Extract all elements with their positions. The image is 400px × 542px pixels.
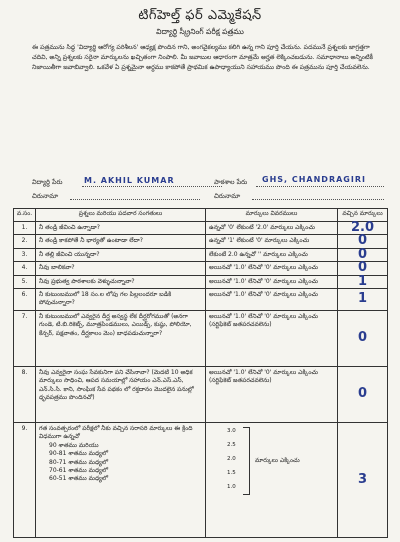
range-list: [39, 442, 202, 484]
header-marks-details: మార్కులు వివరములు: [206, 209, 338, 222]
table-row: [14, 235, 388, 248]
row-question: నీ తల్లి జీవించి యున్నదా?: [36, 248, 206, 261]
row-no: 4.: [14, 262, 36, 275]
row-score[interactable]: 0: [338, 311, 388, 367]
row-no: 1.: [14, 222, 36, 235]
row-score[interactable]: 0: [338, 235, 388, 248]
row-no: 6.: [14, 289, 36, 311]
range-item: 70-61 శాతము మధ్యలో: [49, 467, 109, 475]
row-score[interactable]: 0: [338, 248, 388, 261]
row-score[interactable]: 0: [338, 367, 388, 423]
address-label: చిరునామా: [32, 192, 59, 200]
row-marks-rule: ఉన్నచో '1' లేకుంటే '0' మార్కులు ఎక్కించు: [206, 235, 338, 248]
table-row: [14, 367, 388, 423]
row-score[interactable]: 1: [338, 289, 388, 311]
school-name-value[interactable]: GHS, CHANDRAGIRI: [262, 175, 366, 184]
row-marks-rule: ఉన్నచో '0' లేకుంటే '2.0' మార్కులు ఎక్కించు: [206, 222, 338, 235]
scale-value: 1.0: [227, 484, 236, 491]
row-no: 9.: [14, 423, 36, 538]
address-line[interactable]: [70, 199, 200, 200]
table-row: [14, 222, 388, 235]
student-name-value[interactable]: M. AKHIL KUMAR: [84, 176, 175, 185]
form-title: టిగ్‌హెల్త్ ఫర్ ఎమ్మెకేషన్: [138, 8, 262, 23]
row-no: 7.: [14, 311, 36, 367]
scale-value: 3.0: [227, 428, 236, 435]
row-question: నీవు ప్రభుత్వ పాఠశాలకు వెళ్ళుచున్నావా?: [36, 275, 206, 288]
student-name-line: [82, 186, 222, 187]
scale-value: 1.5: [227, 470, 236, 477]
row-no: 5.: [14, 275, 36, 288]
table-row: [14, 311, 388, 367]
row-question: నీ కుటుంబములో 18 సం.ల లోపు గల పిల్లలందరూ బడికి పోవుచున్నారా?: [36, 289, 206, 311]
table-header-row: [14, 209, 388, 222]
row-score[interactable]: 1: [338, 275, 388, 288]
row-question: నీ తండ్రి కాకపోతే నీ భార్యతో ఉంటాడా లేదా?: [36, 235, 206, 248]
row-no: 8.: [14, 367, 36, 423]
intro-paragraph: ఈ పత్రమును సిద్ధ 'విద్యార్థి ఆరోగ్య పరిశీలన' ఆధ్యక్ష పొందిన గాని, అంగవైకల్యము కలిగి ఉన్న గాని పూర్తి చేయను. పదమునే ప్రశ్నలకు జాగ్రత్తగా చదివి, అన్ని ప్రశ్నలకు సరైనా మార్కులను ఖచ్చితంగా నింపాలి. మీ జవాబుల ఆధారంగా మాత్రమే అర్హత లెక్కించబడును. సమాధానాలు అన్నింటికీ నిజాయితీగా జవాబివ్వాలి. ఒకవేళ ఏ ప్రశ్నమైనా అర్థము కాకపోతే ప్రాథమిక ఉపాధ్యాయుని సహాయము పొంది ఈ పత్రమును పూర్తి చేయవలెను.: [32, 44, 373, 72]
row-no: 3.: [14, 248, 36, 261]
header-question: ప్రశ్నలు మరియు పదవార సంగతులు: [36, 209, 206, 222]
screening-table: [13, 208, 388, 538]
table-row: [14, 262, 388, 275]
row-question: నీవు ఎవ్వరైనా సంఘ సేవకునిగా పని చేసినావా? (మెదటి 10 అధిక మార్కులు సాధించి, ఆపద సమయాల్లో సహాయం ఎన్.ఎస్.ఎస్, ఎన్.సి.సి. కాని, సాంఘిక సేవ పథకం లో రక్తదానం మొదలైన పనుల్లో ధృవపత్రము పొందినచో): [36, 367, 206, 423]
row-marks-rule: అయినచో '1.0' లేనిచో '0' మార్కులు ఎక్కించు (సర్టిఫికెట్ జతపరచవలెను): [206, 367, 338, 423]
row-question: నీ తండ్రి జీవించి ఉన్నాడా?: [36, 222, 206, 235]
range-item: 90-81 శాతము మధ్యలో: [49, 450, 109, 458]
range-item: 90 శాతము మరియు: [49, 441, 99, 449]
row-question: గత సంవత్సరంలో పరీక్షలో నీకు వచ్చిన సరాసరి మార్కులు ఈ క్రింది విధముగా ఉన్నచో: [39, 425, 193, 441]
row-marks-scale: [206, 423, 338, 538]
table-row: [14, 275, 388, 288]
table-row: [14, 248, 388, 261]
scale-value: 2.0: [227, 456, 236, 463]
row-score[interactable]: 3: [338, 423, 388, 538]
form-subtitle: విద్యార్థి స్క్రీనింగ్ పరీక్ష పత్రము: [156, 27, 244, 36]
row-no: 2.: [14, 235, 36, 248]
scale-value: 2.5: [227, 442, 236, 449]
table-row: [14, 289, 388, 311]
range-item: 60-51 శాతము మధ్యలో: [49, 475, 109, 483]
range-item: 80-71 శాతము మధ్యలో: [49, 458, 109, 466]
row-score[interactable]: 0: [338, 262, 388, 275]
row-score[interactable]: 2.0: [338, 222, 388, 235]
row-marks-rule: లేకుంటే 2.0 ఉన్నచో '' మార్కులు ఎక్కించు: [206, 248, 338, 261]
school-name-label: పాఠశాల పేరు: [214, 178, 248, 186]
scale-bracket: [243, 427, 250, 495]
row-marks-rule: అయినచో '1.0' లేనిచో '0' మార్కులు ఎక్కించు: [206, 275, 338, 288]
marks-scale: [209, 425, 334, 535]
school-name-line: [256, 186, 384, 187]
row-question: నీవు బాలికవా?: [36, 262, 206, 275]
row-question: నీ కుటుంబములో ఎవ్వరైన దీర్ఘ అస్వస్థ లేక దీర్ఘరోగముతో (అనగా గుండె, టి.బి.రికెట్స్, మూత్రపిండములు, ఎయిడ్స్, కుష్ఠు, పోలియో, కేన్సర్, పక్షవాతం, దీర్ఘకాలం మెం) బాధపడుచున్నారా?: [36, 311, 206, 367]
student-name-label: విద్యార్థి పేరు: [32, 178, 63, 186]
header-obtained: వచ్చిన మార్కులు: [338, 209, 388, 222]
scale-label: మార్కులు ఎక్కించు: [255, 457, 300, 465]
header-sno: వ.సం.: [14, 209, 36, 222]
row-marks-rule: అయినచో '1.0' లేనిచో '0' మార్కులు ఎక్కించు: [206, 262, 338, 275]
address2-label: చిరునామా: [214, 192, 241, 200]
row-marks-rule: అయినచో '1.0' లేనిచో '0' మార్కులు ఎక్కించు: [206, 289, 338, 311]
row-question-9: [36, 423, 206, 538]
table-row: [14, 423, 388, 538]
row-marks-rule: అయినచో '1.0' లేనిచో '0' మార్కులు ఎక్కించు (సర్టిఫికెట్ జతపరచవలెను): [206, 311, 338, 367]
address2-line[interactable]: [252, 199, 384, 200]
